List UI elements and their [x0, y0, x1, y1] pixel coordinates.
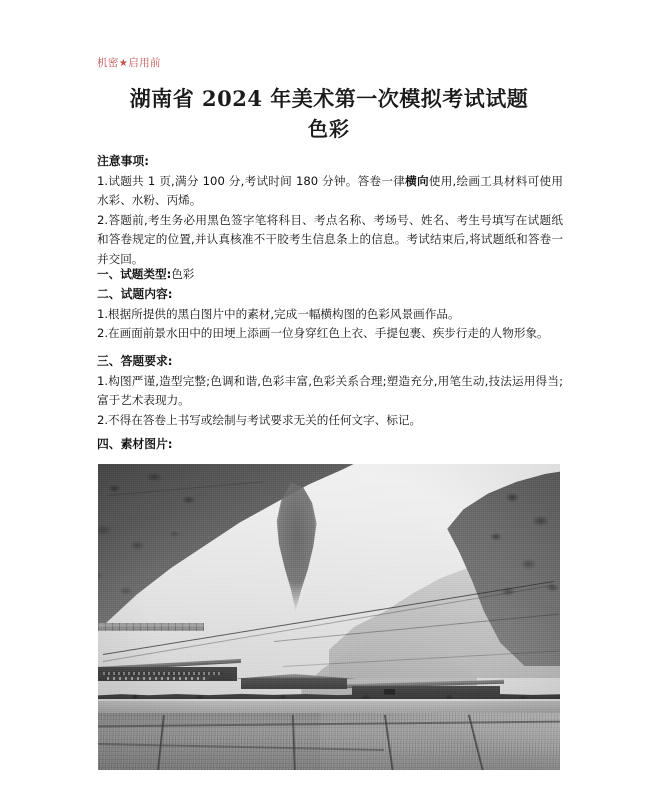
- section-material-label: 四、素材图片:: [97, 437, 173, 451]
- notice-heading: 注意事项:: [97, 154, 149, 168]
- photo-house-center-body: [241, 678, 347, 689]
- star-icon: ★: [118, 58, 129, 69]
- section-question-content-item-1: 1.根据所提供的黑白图片中的素材,完成一幅横构图的色彩风景画作品。: [97, 306, 460, 321]
- section-question-type-label: 一、试题类型:: [97, 267, 172, 281]
- page-subtitle: 色彩: [308, 117, 350, 141]
- notice-item-2: 2.答题前,考生务必用黑色签字笔将科目、考点名称、考场号、姓名、考生号填写在试题纸和答卷规定的位置,并认真核准不干胶考生信息条上的信息。考试结束后,将试题纸和答卷一并交回。: [97, 212, 563, 266]
- section-requirements-item-1: 1.构图严谨,造型完整;色调和谐,色彩丰富,色彩关系合理;塑造充分,用笔生动,技法运用得当;富于艺术表现力。: [97, 373, 563, 408]
- section-requirements-item-2: 2.不得在答卷上书写或绘制与考试要求无关的任何文字、标记。: [97, 412, 422, 427]
- secrecy-notice: [97, 58, 161, 69]
- photo-house-center-stone-base: [98, 623, 204, 631]
- notice-item-1-emphasis: 横向: [405, 173, 429, 188]
- secrecy-notice-text: 机密: [97, 57, 119, 69]
- section-requirements-label: 三、答题要求:: [97, 354, 173, 368]
- photo-house-left-railing: [107, 677, 209, 680]
- page-title: 湖南省 2024 年美术第一次模拟考试试题: [129, 86, 529, 111]
- section-question-type-line: [97, 265, 563, 285]
- photograph-canvas: [98, 464, 560, 770]
- material-photograph: [98, 464, 560, 770]
- notice-item-1-part1: 1.试题共 1 页,满分 100 分,考试时间 180 分钟。答卷一律: [97, 173, 406, 188]
- notice-section: [97, 152, 563, 270]
- section-question-content: [97, 285, 563, 344]
- notice-item-1: [97, 172, 563, 211]
- photo-hedge-texture: [98, 693, 560, 700]
- photo-house-left-balcony: [103, 672, 223, 675]
- notice-item-1-part2: 使用,绘画工具材料可使用水彩、水粉、丙烯。: [97, 173, 563, 208]
- section-question-type-value: 色彩: [171, 267, 195, 281]
- section-question-type: [97, 265, 563, 285]
- section-material: [97, 435, 563, 455]
- section-question-content-label: 二、试题内容:: [97, 287, 173, 301]
- secrecy-notice-suffix: 启用前: [128, 57, 161, 69]
- section-question-content-item-2: 2.在画面前景水田中的田埂上添画一位身穿红色上衣、手提包裹、疾步行走的人物形象。: [97, 326, 549, 341]
- section-requirements: [97, 352, 563, 430]
